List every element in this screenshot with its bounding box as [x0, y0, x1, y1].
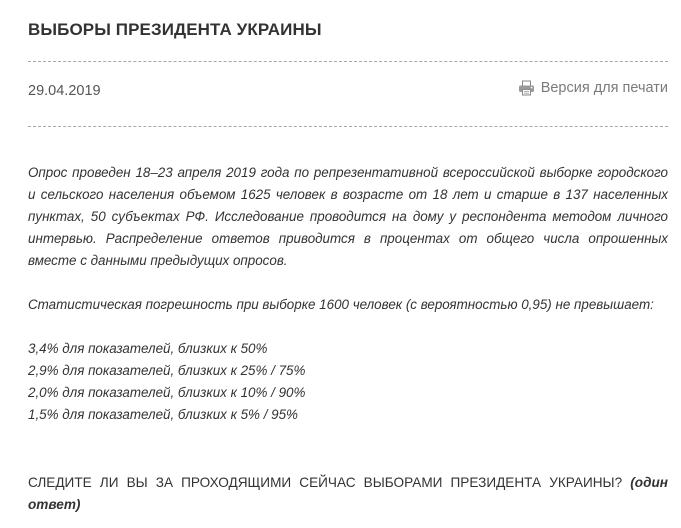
article-body [28, 162, 668, 426]
question-text: СЛЕДИТЕ ЛИ ВЫ ЗА ПРОХОДЯЩИМИ СЕЙЧАС ВЫБОРАМИ ПРЕЗИДЕНТА УКРАИНЫ? [28, 475, 623, 490]
error-margin-paragraph: Статистическая погрешность при выборке 1600 человек (с вероятностью 0,95) не превышает: [28, 297, 654, 312]
print-version-link[interactable] [518, 80, 668, 96]
list-item: 3,4% для показателей, близких к 50% [28, 341, 268, 356]
error-margin-list [28, 338, 668, 426]
publish-date: 29.04.2019 [28, 83, 101, 99]
printer-icon [518, 80, 535, 96]
list-item: 2,9% для показателей, близких к 25% / 75% [28, 363, 306, 378]
title-divider [28, 61, 668, 62]
print-version-label[interactable]: Версия для печати [540, 80, 668, 96]
page-title: ВЫБОРЫ ПРЕЗИДЕНТА УКРАИНЫ [28, 20, 322, 39]
meta-divider [28, 126, 668, 127]
question-note: (один ответ) [28, 475, 668, 512]
methodology-paragraph: Опрос проведен 18–23 апреля 2019 года по репрезентативной всероссийской выборке городского и сельского населения объемом 1625 человек в возрасте от 18 лет и старше в 137 населенных пунктах, 50 субъектах РФ. Исследование проводится на дому у респондента методом личного интервью. Распределение ответов приводится в процентах от общего числа опрошенных вместе с данными предыдущих опросов. [28, 165, 668, 268]
list-item: 2,0% для показателей, близких к 10% / 90% [28, 385, 306, 400]
list-item: 1,5% для показателей, близких к 5% / 95% [28, 407, 298, 422]
survey-question [28, 472, 668, 516]
